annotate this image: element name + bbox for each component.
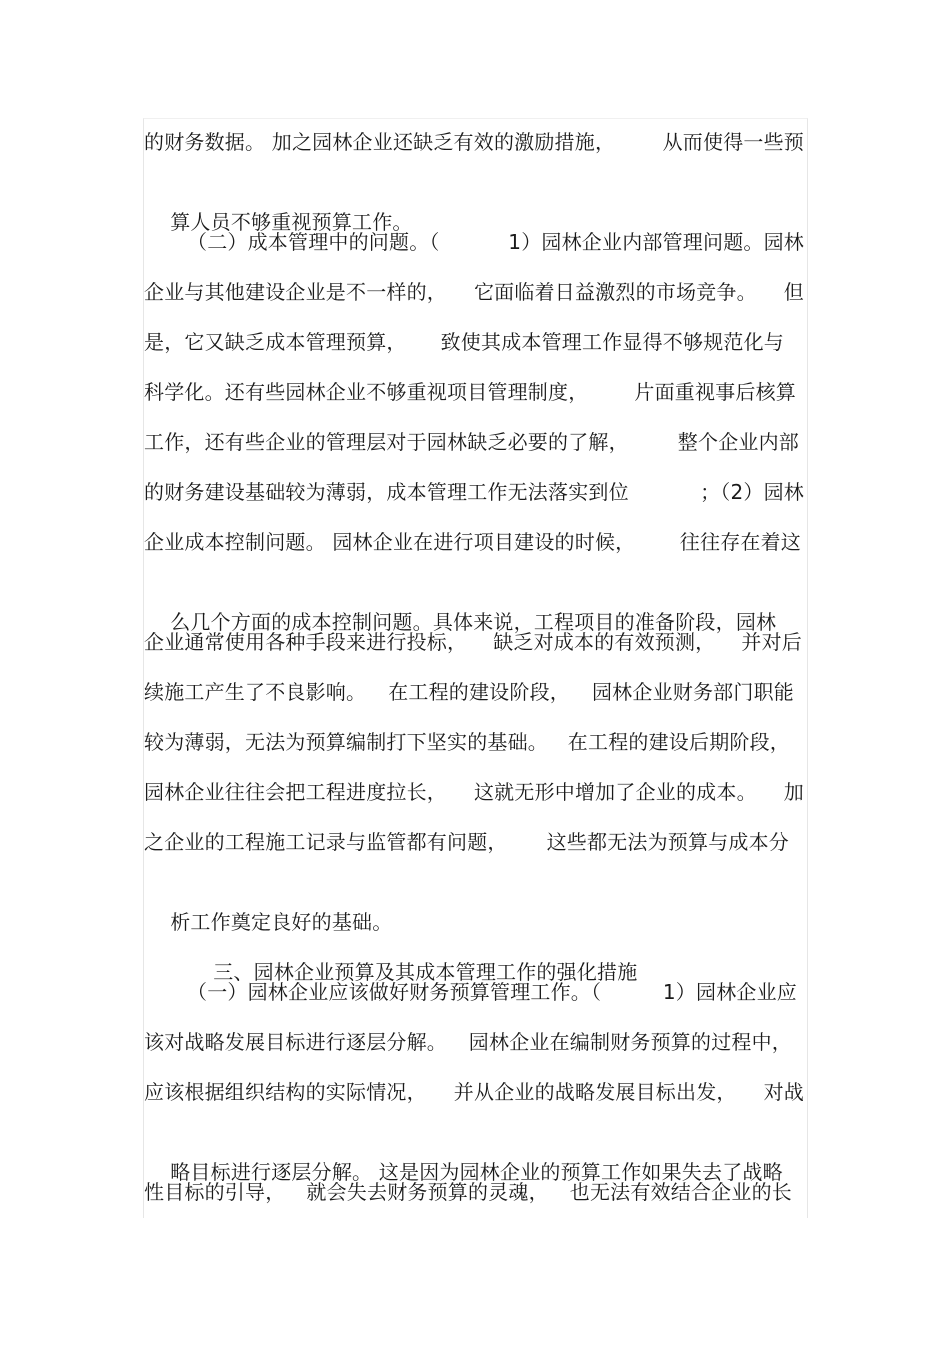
text-segment: 整个企业内部 <box>677 430 799 454</box>
text-line-8 <box>144 477 804 507</box>
text-line-13 <box>144 727 790 757</box>
text-segment: 但 <box>783 280 804 304</box>
text-segment: 科学化。还有些园林企业不够重视项目管理制度， <box>144 380 589 404</box>
text-segment: 从而使得一些预 <box>662 130 804 154</box>
text-segment: 么几个方面的成本控制问题。具体来说，工程项目的准备阶段，园林 <box>170 610 777 634</box>
text-segment: 致使其成本管理工作显得不够规范化与 <box>440 330 784 354</box>
text-segment: 工作，还有些企业的管理层对于园林缺乏必要的了解， <box>144 430 629 454</box>
text-segment: 并对后 <box>741 630 802 654</box>
text-line-6 <box>144 377 796 407</box>
section-heading <box>187 927 638 984</box>
text-line-9 <box>144 527 801 557</box>
text-segment: 加 <box>783 780 804 804</box>
text-segment: 在工程的建设后期阶段， <box>567 730 790 754</box>
text-segment: 缺乏对成本的有效预测， <box>493 630 716 654</box>
text-line-20 <box>144 1077 804 1107</box>
text-line-1 <box>144 127 804 157</box>
text-line-7 <box>144 427 799 457</box>
text-segment: 1）园林企业内部管理问题。园林 <box>508 230 804 254</box>
text-segment: 企业与其他建设企业是不一样的， <box>144 280 447 304</box>
text-segment: 企业通常使用各种手段来进行投标， <box>144 630 468 654</box>
text-segment: 企业成本控制问题。 园林企业在进行项目建设的时候， <box>144 530 636 554</box>
text-line-3 <box>187 227 804 257</box>
text-line-18 <box>187 977 797 1007</box>
text-segment: 对战 <box>763 1080 804 1104</box>
text-line-5 <box>144 327 784 357</box>
text-line-2 <box>144 177 413 234</box>
text-segment: 之企业的工程施工记录与监管都有问题， <box>144 830 508 854</box>
text-segment: 这就无形中增加了企业的成本。 <box>473 780 757 804</box>
text-line-11 <box>144 627 802 657</box>
text-line-4 <box>144 277 804 307</box>
text-segment: 往往存在着这 <box>679 530 801 554</box>
text-segment: （一）园林企业应该做好财务预算管理工作。（ <box>187 980 602 1004</box>
text-segment: 析工作奠定良好的基础。 <box>170 910 393 934</box>
text-line-12 <box>144 677 794 707</box>
text-segment: 性目标的引导， <box>144 1180 286 1204</box>
text-segment: 园林企业财务部门职能 <box>591 680 794 704</box>
text-segment: 就会失去财务预算的灵魂， <box>306 1180 549 1204</box>
text-segment: 续施工产生了不良影响。 <box>144 680 367 704</box>
text-segment: 算人员不够重视预算工作。 <box>170 210 413 234</box>
text-segment: 略目标进行逐层分解。 这是因为园林企业的预算工作如果失去了战略 <box>170 1160 783 1184</box>
text-segment: 1）园林企业应 <box>662 980 797 1004</box>
text-line-16 <box>144 877 393 934</box>
text-line-10 <box>144 577 777 634</box>
text-line-21 <box>144 1127 783 1184</box>
text-segment: 该对战略发展目标进行逐层分解。 <box>144 1030 447 1054</box>
text-segment: 较为薄弱，无法为预算编制打下坚实的基础。 <box>144 730 548 754</box>
text-segment: 并从企业的战略发展目标出发， <box>453 1080 737 1104</box>
text-segment: 在工程的建设阶段， <box>388 680 570 704</box>
text-segment: 片面重视事后核算 <box>634 380 796 404</box>
text-segment: ；（2）园林 <box>700 480 804 504</box>
text-line-15 <box>144 827 789 857</box>
text-segment: 的财务建设基础较为薄弱，成本管理工作无法落实到位 <box>144 480 629 504</box>
text-segment: 三、园林企业预算及其成本管理工作的强化措施 <box>213 960 638 984</box>
text-segment: 园林企业在编制财务预算的过程中， <box>468 1030 792 1054</box>
text-segment: 园林企业往往会把工程进度拉长， <box>144 780 447 804</box>
text-line-19 <box>144 1027 792 1057</box>
text-line-14 <box>144 777 804 807</box>
text-segment: 应该根据组织结构的实际情况， <box>144 1080 427 1104</box>
text-segment: 也无法有效结合企业的长 <box>569 1180 792 1204</box>
text-segment: 的财务数据。 加之园林企业还缺乏有效的激励措施， <box>144 130 616 154</box>
text-line-22 <box>144 1177 792 1207</box>
text-segment: （二）成本管理中的问题。（ <box>187 230 440 254</box>
text-segment: 是，它又缺乏成本管理预算， <box>144 330 407 354</box>
text-segment: 这些都无法为预算与成本分 <box>546 830 789 854</box>
text-segment: 它面临着日益激烈的市场竞争。 <box>473 280 757 304</box>
